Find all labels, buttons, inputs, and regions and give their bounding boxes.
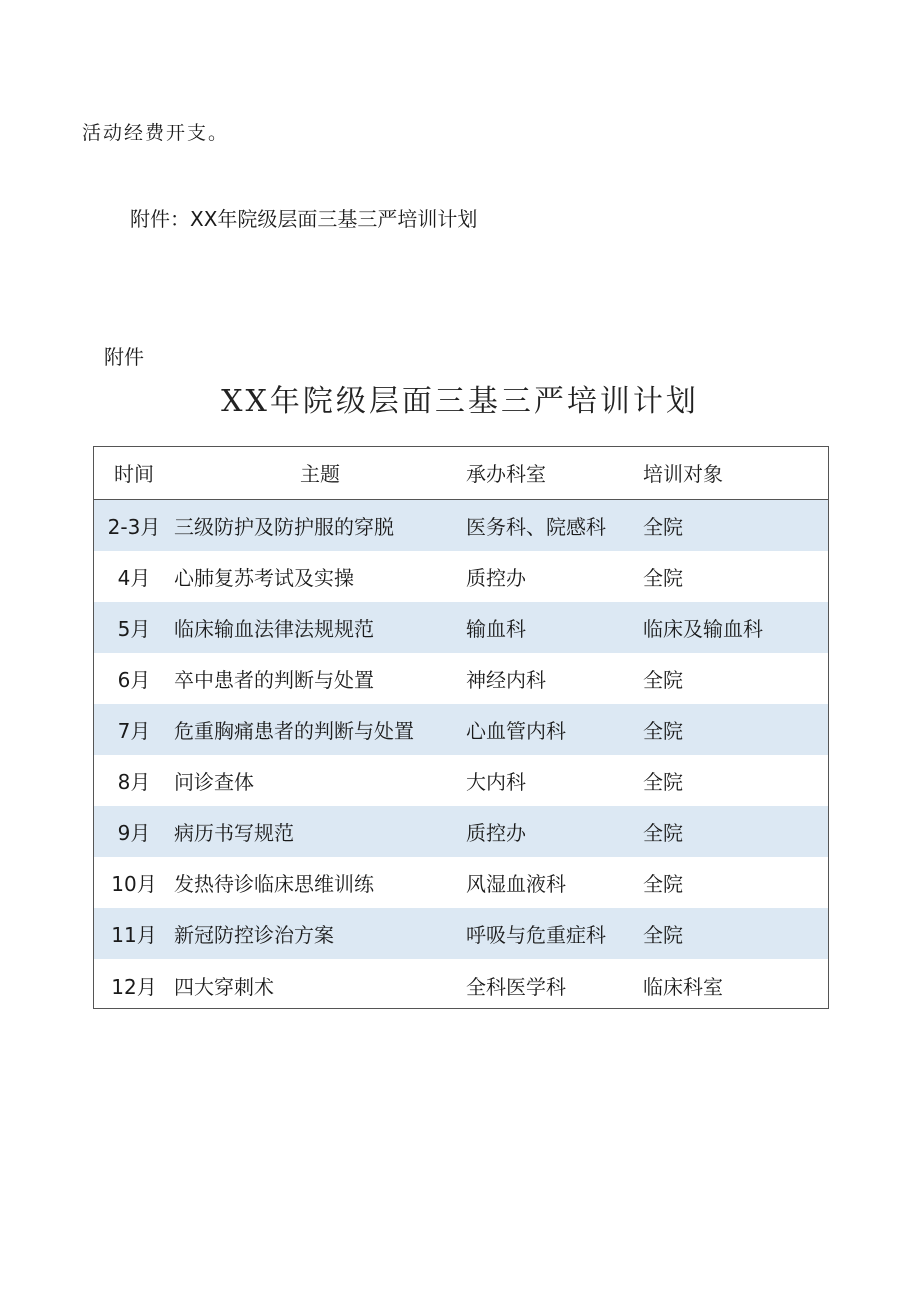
- header-topic: 主题: [300, 462, 340, 487]
- cell-target: 全院: [643, 514, 683, 539]
- cell-time: 8月: [117, 769, 151, 794]
- cell-dept: 输血科: [466, 616, 526, 641]
- cell-target: 临床科室: [643, 975, 723, 999]
- cell-topic: 危重胸痛患者的判断与处置: [174, 718, 414, 743]
- table-header-row: [94, 447, 828, 499]
- cell-time: 9月: [117, 820, 151, 845]
- cell-topic: 问诊查体: [174, 769, 254, 794]
- cell-topic: 发热待诊临床思维训练: [174, 871, 374, 896]
- cell-time: 12月: [111, 975, 157, 999]
- table-row: [94, 755, 828, 806]
- header-time: 时间: [114, 462, 154, 487]
- cell-target: 临床及输血科: [643, 616, 763, 641]
- cell-time: 7月: [117, 718, 151, 743]
- cell-dept: 质控办: [466, 820, 526, 845]
- table-row: [94, 704, 828, 755]
- cell-dept: 呼吸与危重症科: [466, 922, 606, 947]
- cell-time: 10月: [111, 871, 157, 896]
- header-dept: 承办科室: [466, 462, 546, 487]
- cell-target: 全院: [643, 667, 683, 692]
- table-row: [94, 806, 828, 857]
- cell-target: 全院: [643, 871, 683, 896]
- cell-time: 2-3月: [107, 514, 161, 539]
- cell-dept: 心血管内科: [466, 718, 566, 743]
- cell-topic: 病历书写规范: [174, 820, 294, 845]
- cell-topic: 心肺复苏考试及实操: [174, 565, 354, 590]
- attachment-reference: 附件：XX年院级层面三基三严培训计划: [130, 207, 478, 231]
- cell-target: 全院: [643, 769, 683, 794]
- attachment-label: 附件: [104, 345, 144, 369]
- header-target: 培训对象: [643, 462, 723, 487]
- cell-dept: 风湿血液科: [466, 871, 566, 896]
- cell-topic: 四大穿刺术: [174, 975, 274, 999]
- table-row: [94, 959, 828, 1013]
- table-row: [94, 551, 828, 602]
- training-plan-table: [93, 446, 829, 1009]
- cell-topic: 临床输血法律法规规范: [174, 616, 374, 641]
- cell-target: 全院: [643, 718, 683, 743]
- cell-time: 11月: [111, 922, 157, 947]
- cell-dept: 质控办: [466, 565, 526, 590]
- cell-target: 全院: [643, 820, 683, 845]
- cell-dept: 大内科: [466, 769, 526, 794]
- table-row: [94, 908, 828, 959]
- cell-topic: 三级防护及防护服的穿脱: [174, 514, 394, 539]
- cell-topic: 卒中患者的判断与处置: [174, 667, 374, 692]
- intro-text: 活动经费开支。: [82, 122, 230, 144]
- cell-target: 全院: [643, 565, 683, 590]
- cell-time: 4月: [117, 565, 151, 590]
- cell-dept: 全科医学科: [466, 975, 566, 999]
- cell-topic: 新冠防控诊治方案: [174, 922, 334, 947]
- cell-dept: 神经内科: [466, 667, 546, 692]
- cell-time: 6月: [117, 667, 151, 692]
- document-title: XX年院级层面三基三严培训计划: [221, 384, 699, 419]
- cell-target: 全院: [643, 922, 683, 947]
- cell-time: 5月: [117, 616, 151, 641]
- table-row: [94, 653, 828, 704]
- cell-dept: 医务科、院感科: [466, 514, 606, 539]
- table-row: [94, 602, 828, 653]
- table-row: [94, 499, 828, 551]
- table-row: [94, 857, 828, 908]
